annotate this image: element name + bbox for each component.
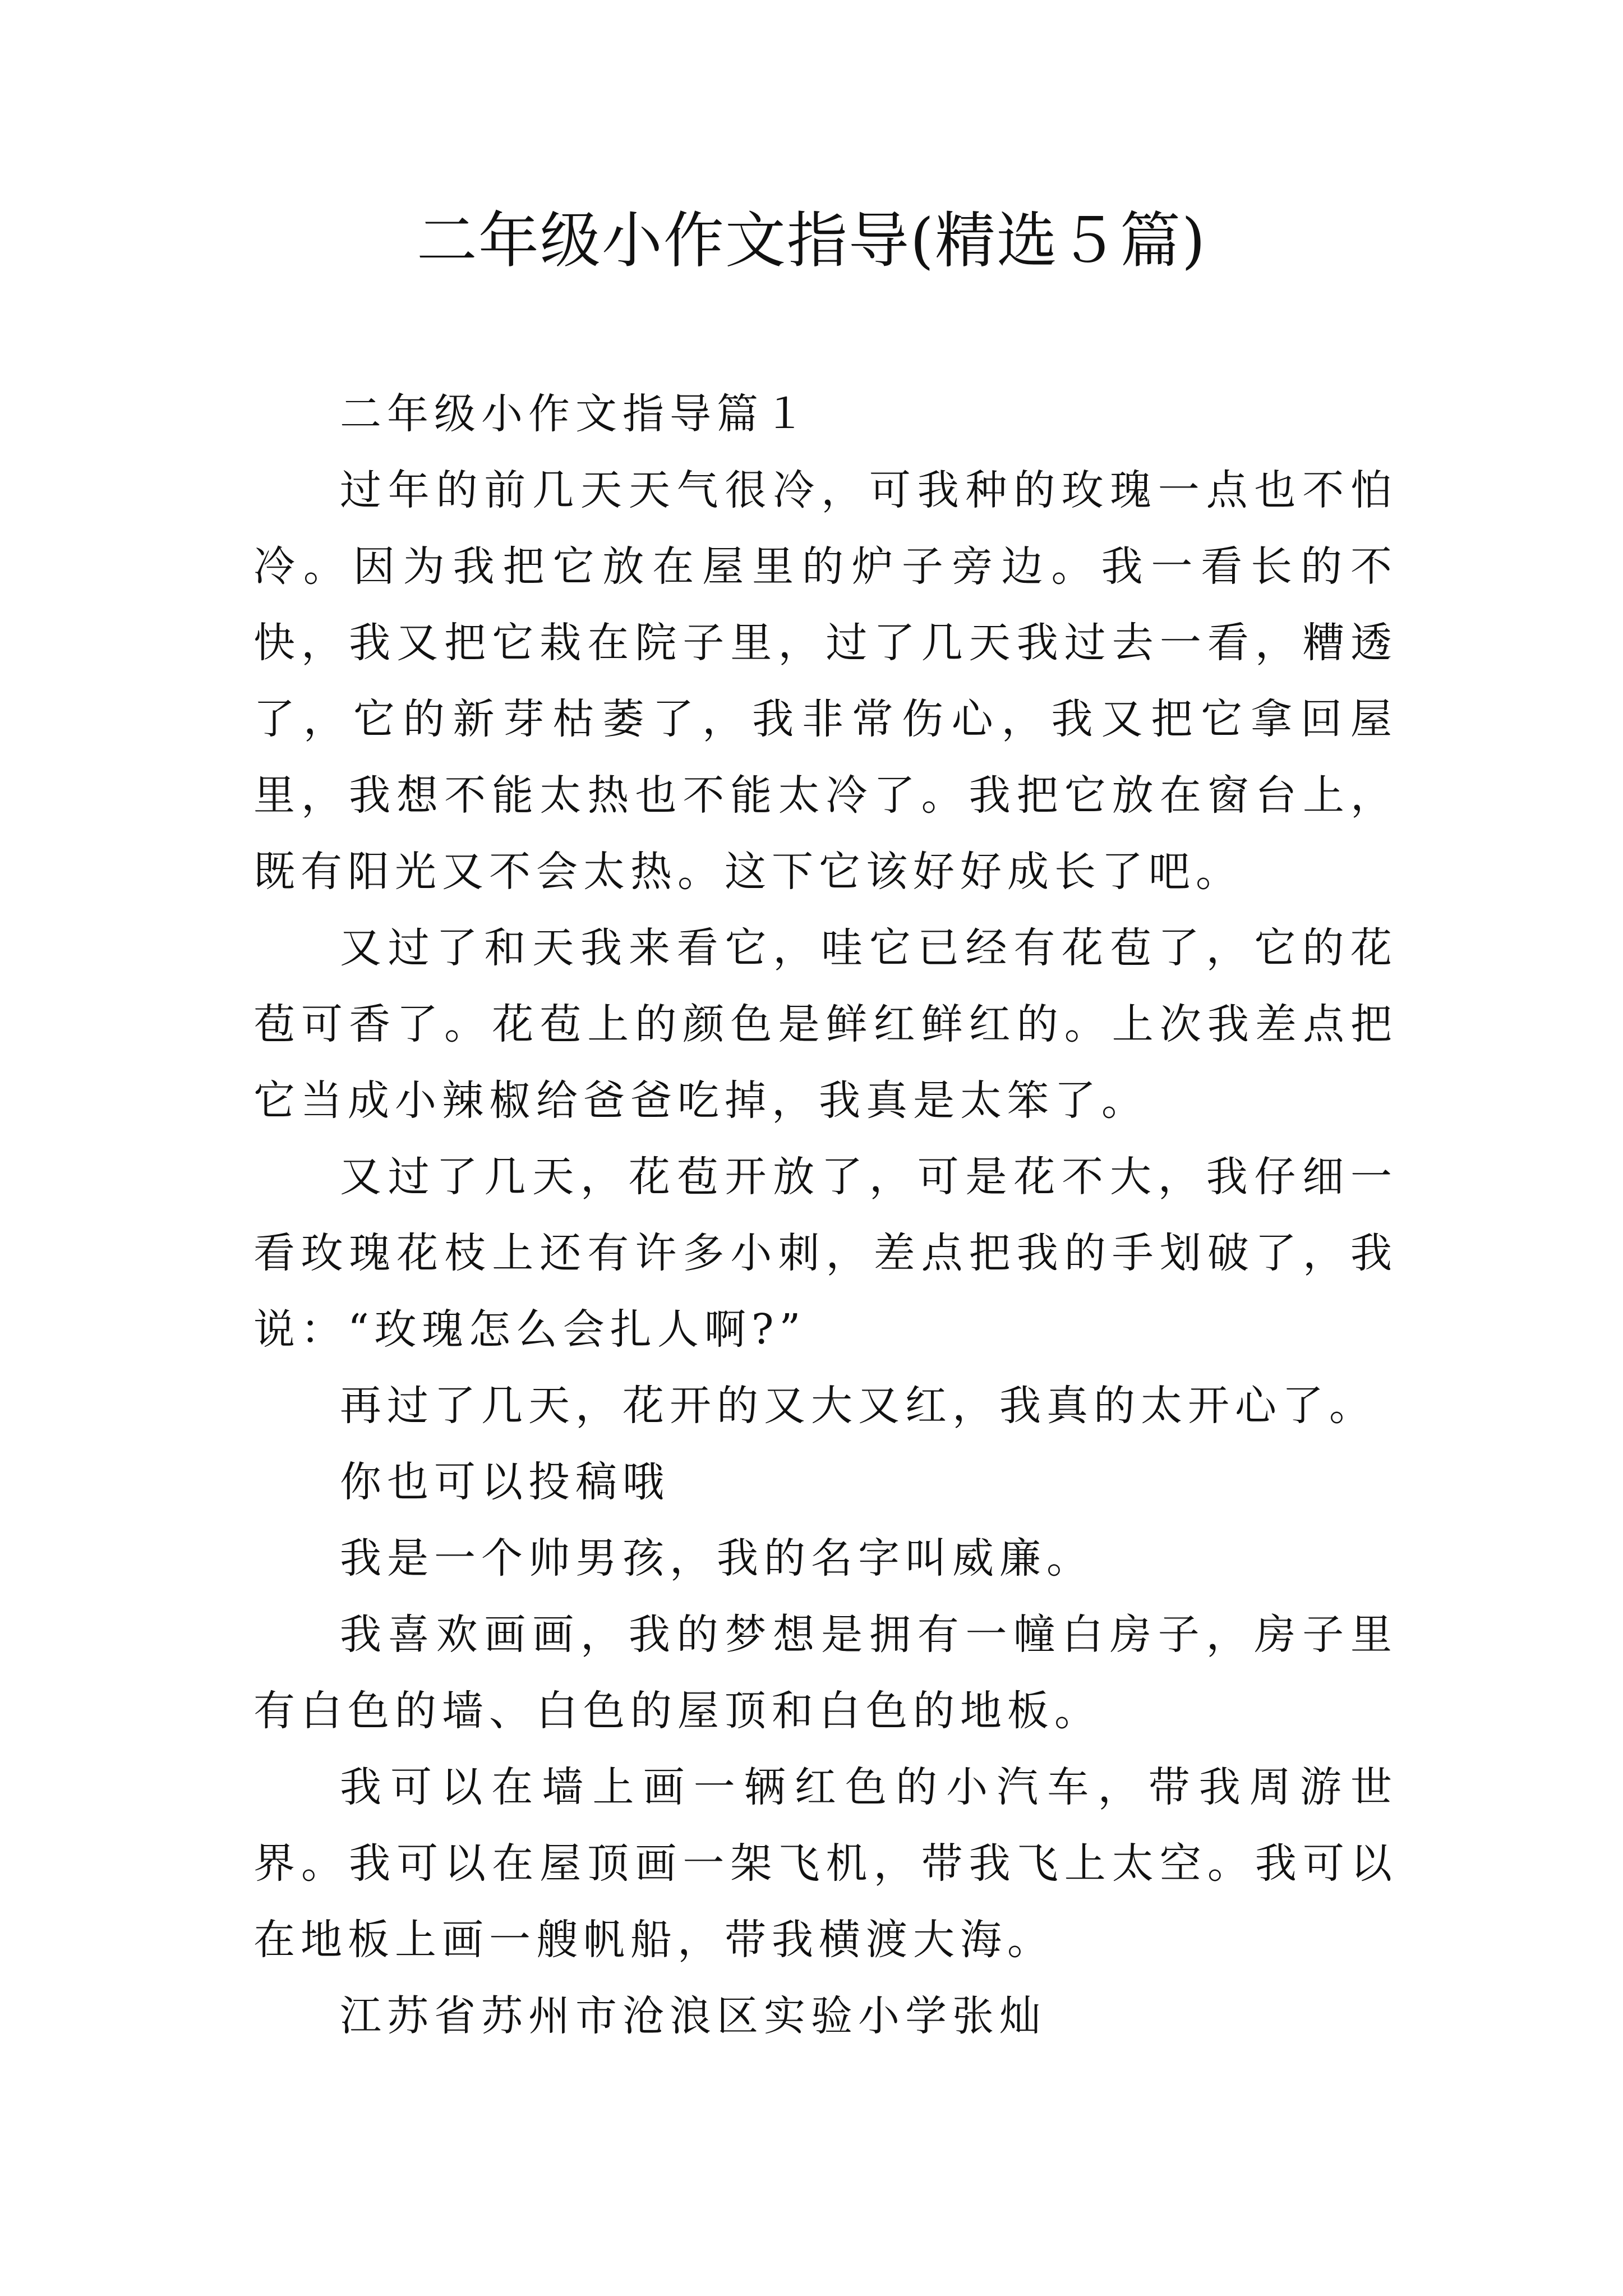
paragraph: 你也可以投稿哦 [340, 1458, 670, 1506]
document-body [253, 376, 1398, 2054]
paragraph: 又过了和天我来看它，哇它已经有花苞了，它的花苞可香了。花苞上的颜色是鲜红鲜红的。上次我差点把它当成小辣椒给爸爸吃掉，我真是太笨了。 [253, 924, 1398, 1125]
paragraph: 又过了几天，花苞开放了，可是花不大，我仔细一看玫瑰花枝上还有许多小刺，差点把我的手划破了，我说：“玫瑰怎么会扎人啊?” [253, 1153, 1398, 1354]
paragraph: 过年的前几天天气很冷，可我种的玫瑰一点也不怕冷。因为我把它放在屋里的炉子旁边。我一看长的不快，我又把它栽在院子里，过了几天我过去一看，糟透了，它的新芽枯萎了，我非常伤心，我又把它拿回屋里，我想不能太热也不能太冷了。我把它放在窗台上，既有阳光又不会太热。这下它该好好成长了吧。 [253, 466, 1398, 896]
paragraph: 我喜欢画画，我的梦想是拥有一幢白房子，房子里有白色的墙、白色的屋顶和白色的地板。 [253, 1611, 1398, 1735]
paragraph: 我是一个帅男孩，我的名字叫威廉。 [340, 1534, 1094, 1582]
section-heading: 二年级小作文指导篇１ [340, 390, 811, 438]
document-title: 二年级小作文指导(精选５篇) [416, 206, 1207, 276]
author-line: 江苏省苏州市沧浪区实验小学张灿 [340, 1992, 1046, 2040]
paragraph: 我可以在墙上画一辆红色的小汽车，带我周游世界。我可以在屋顶画一架飞机，带我飞上太空。我可以在地板上画一艘帆船，带我横渡大海。 [253, 1763, 1398, 1964]
paragraph: 再过了几天，花开的又大又红，我真的太开心了。 [340, 1382, 1376, 1430]
